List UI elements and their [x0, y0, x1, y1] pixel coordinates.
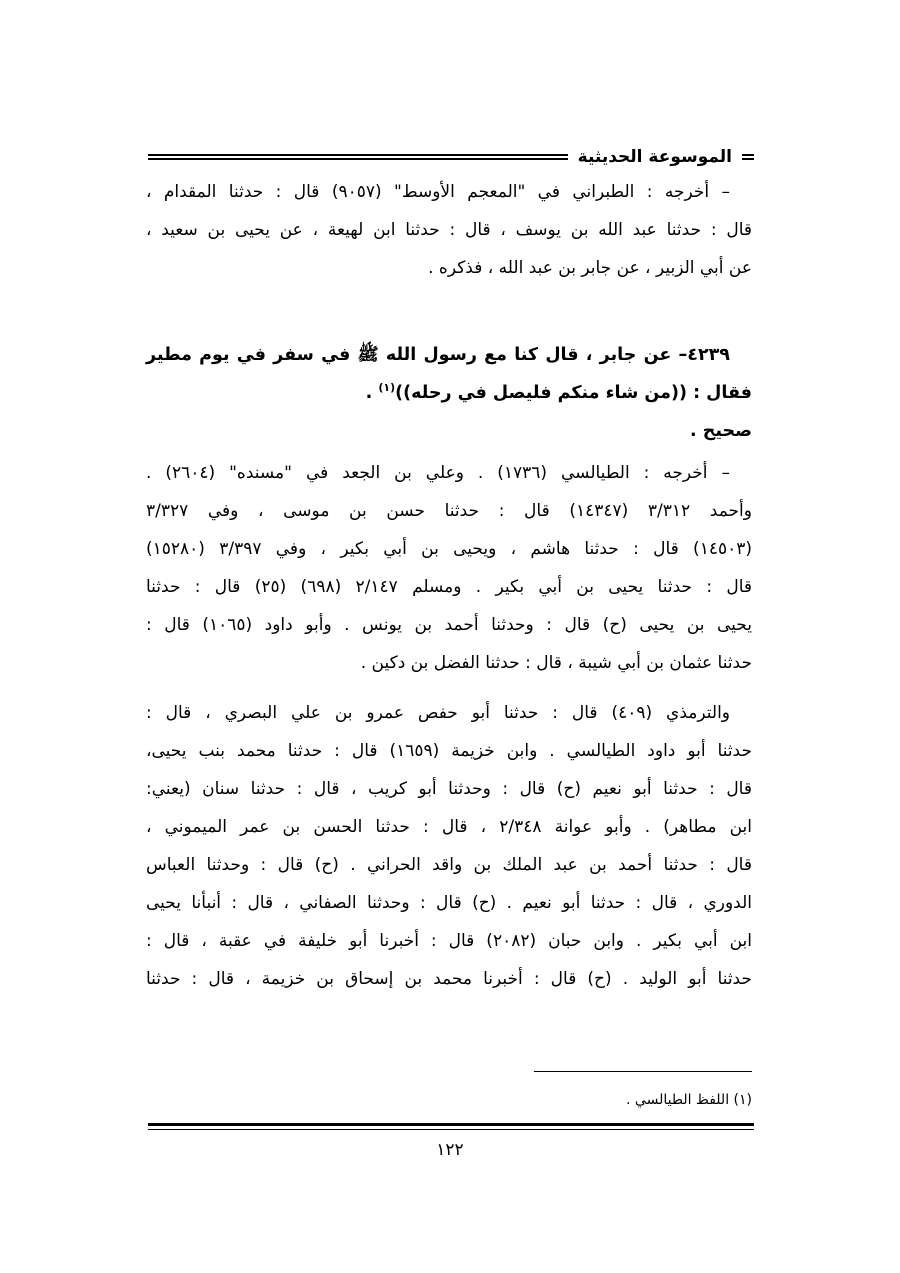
- footnote-divider: [534, 1071, 752, 1072]
- hadith-end: .: [365, 383, 379, 403]
- footer-rule-thin: [148, 1129, 754, 1130]
- hadith-grade: صحيح .: [689, 421, 752, 441]
- page-header: [148, 144, 754, 170]
- header-rule-left: [148, 154, 568, 160]
- text-line: والترمذي (٤٠٩) قال : حدثنا أبو حفص عمرو بن علي البصري ، قال :: [146, 703, 730, 723]
- text-line: يحيى بن يحيى (ح) قال : وحدثنا أحمد بن يونس . وأبو داود (١٠٦٥) قال :: [146, 615, 752, 635]
- takhrij-paragraph-2: [146, 454, 752, 682]
- text-line: قال : حدثنا يحيى بن أبي بكير . ومسلم ٢/١٤٧ (٦٩٨) (٢٥) قال : حدثنا: [146, 577, 752, 597]
- text-line: ابن أبي بكير . وابن حبان (٢٠٨٢) قال : أخبرنا أبو خليفة في عقبة ، قال :: [146, 931, 752, 951]
- hadith-quote: فقال : ((من شاء منكم فليصل في رحله)): [395, 383, 752, 403]
- text-line: – أخرجه : الطبراني في "المعجم الأوسط" (٩٠٥٧) قال : حدثنا المقدام ،: [146, 182, 731, 202]
- takhrij-paragraph-1: [146, 173, 752, 287]
- text-line: الدوري ، قال : حدثنا أبو نعيم . (ح) قال : وحدثنا الصفاني ، قال : أنبأنا يحيى: [146, 893, 752, 913]
- text-line: حدثنا أبو الوليد . (ح) قال : أخبرنا محمد بن إسحاق بن خزيمة ، قال : حدثنا: [146, 969, 752, 989]
- header-title: الموسوعة الحديثية: [577, 147, 732, 167]
- footer-rule-thick: [148, 1123, 754, 1126]
- hadith-text: [146, 336, 752, 450]
- footnote: (١) اللفظ الطيالسي .: [626, 1092, 752, 1108]
- page-number: ١٢٢: [436, 1140, 464, 1160]
- text-line: قال : حدثنا عبد الله بن يوسف ، قال : حدثنا ابن لهيعة ، عن يحيى بن سعيد ،: [146, 220, 752, 240]
- hadith-line: ٤٢٣٩– عن جابر ، قال كنا مع رسول الله ﷺ في سفر في يوم مطير: [146, 345, 730, 365]
- text-line: حدثنا عثمان بن أبي شيبة ، قال : حدثنا الفضل بن دكين .: [360, 653, 752, 673]
- text-line: ابن مطاهر) . وأبو عوانة ٢/٣٤٨ ، قال : حدثنا الحسن بن عمر الميموني ،: [146, 817, 752, 837]
- header-rule-right: [742, 154, 754, 160]
- text-line: قال : حدثنا أحمد بن عبد الملك بن واقد الحراني . (ح) قال : وحدثنا العباس: [146, 855, 752, 875]
- text-line: وأحمد ٣/٣١٢ (١٤٣٤٧) قال : حدثنا حسن بن موسى ، وفي ٣/٣٢٧: [146, 501, 752, 521]
- text-line: (١٤٥٠٣) قال : حدثنا هاشم ، ويحيى بن أبي بكير ، وفي ٣/٣٩٧ (١٥٢٨٠): [146, 539, 752, 559]
- takhrij-paragraph-3: [146, 694, 752, 998]
- text-line: – أخرجه : الطيالسي (١٧٣٦) . وعلي بن الجعد في "مسنده" (٢٦٠٤) .: [146, 463, 730, 483]
- text-line: حدثنا أبو داود الطيالسي . وابن خزيمة (١٦٥٩) قال : حدثنا محمد بنب يحيى،: [146, 741, 752, 761]
- text-line: قال : حدثنا أبو نعيم (ح) قال : وحدثنا أبو كريب ، قال : حدثنا سنان (يعني:: [146, 779, 752, 799]
- footnote-ref: (١): [378, 381, 396, 395]
- text-line: عن أبي الزبير ، عن جابر بن عبد الله ، فذكره .: [428, 258, 752, 278]
- hadith-line: [146, 374, 752, 412]
